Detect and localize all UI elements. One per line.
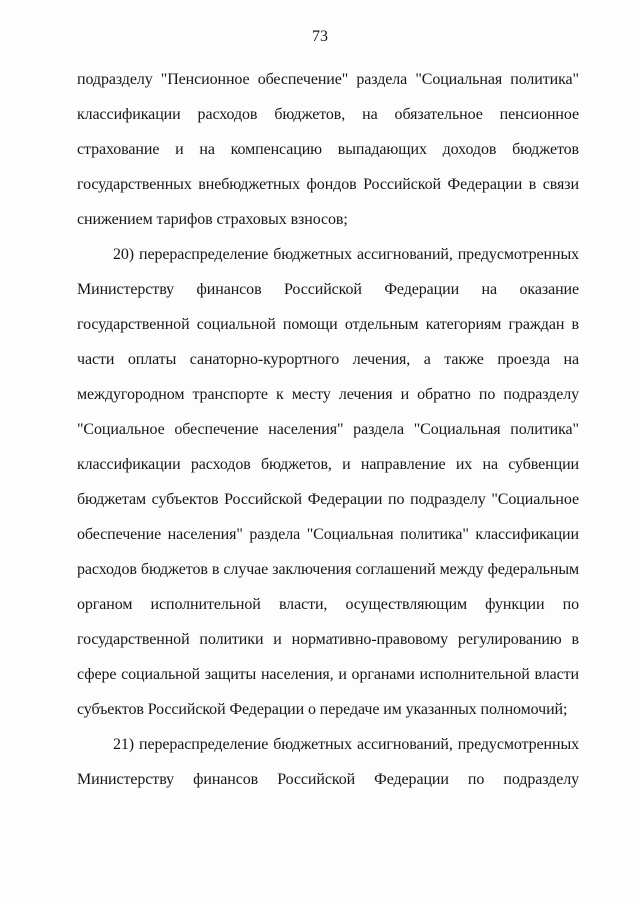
paragraph-item-21 — [77, 727, 579, 797]
text-line: органом исполнительной власти, осуществляющим функции по — [77, 596, 579, 613]
text-line: сфере социальной защиты населения, и органами исполнительной власти — [77, 666, 579, 683]
text-line: субъектов Российской Федерации о передаче им указанных полномочий; — [77, 701, 568, 718]
text-line: государственной социальной помощи отдельным категориям граждан в — [77, 316, 579, 333]
text-line: обеспечение населения" раздела "Социальная политика" классификации — [77, 526, 579, 543]
text-line: классификации расходов бюджетов, на обязательное пенсионное — [77, 106, 579, 123]
text-line: расходов бюджетов в случае заключения соглашений между федеральным — [77, 561, 579, 578]
text-line: 21) перераспределение бюджетных ассигнований, предусмотренных — [113, 736, 579, 753]
text-line: государственной политики и нормативно-правовому регулированию в — [77, 631, 579, 648]
text-line: классификации расходов бюджетов, и направление их на субвенции — [77, 456, 579, 473]
text-line: снижением тарифов страховых взносов; — [77, 211, 348, 228]
text-line: 20) перераспределение бюджетных ассигнований, предусмотренных — [113, 246, 579, 263]
text-line: "Социальное обеспечение населения" раздела "Социальная политика" — [77, 421, 579, 438]
document-body — [77, 62, 579, 797]
text-line: подразделу "Пенсионное обеспечение" раздела "Социальная политика" — [77, 71, 579, 88]
text-line: страхование и на компенсацию выпадающих доходов бюджетов — [77, 141, 579, 158]
page-number: 73 — [312, 28, 328, 45]
text-line: Министерству финансов Российской Федерации по подразделу — [77, 771, 579, 788]
text-line: междугородном транспорте к месту лечения и обратно по подразделу — [77, 386, 579, 403]
text-line: части оплаты санаторно-курортного лечения, а также проезда на — [77, 351, 579, 368]
paragraph-item-20 — [77, 237, 579, 727]
paragraph-item-19-continuation — [77, 62, 579, 237]
text-line: Министерству финансов Российской Федерации на оказание — [77, 281, 579, 298]
text-line: государственных внебюджетных фондов Российской Федерации в связи — [77, 176, 579, 193]
text-line: бюджетам субъектов Российской Федерации по подразделу "Социальное — [77, 491, 579, 508]
